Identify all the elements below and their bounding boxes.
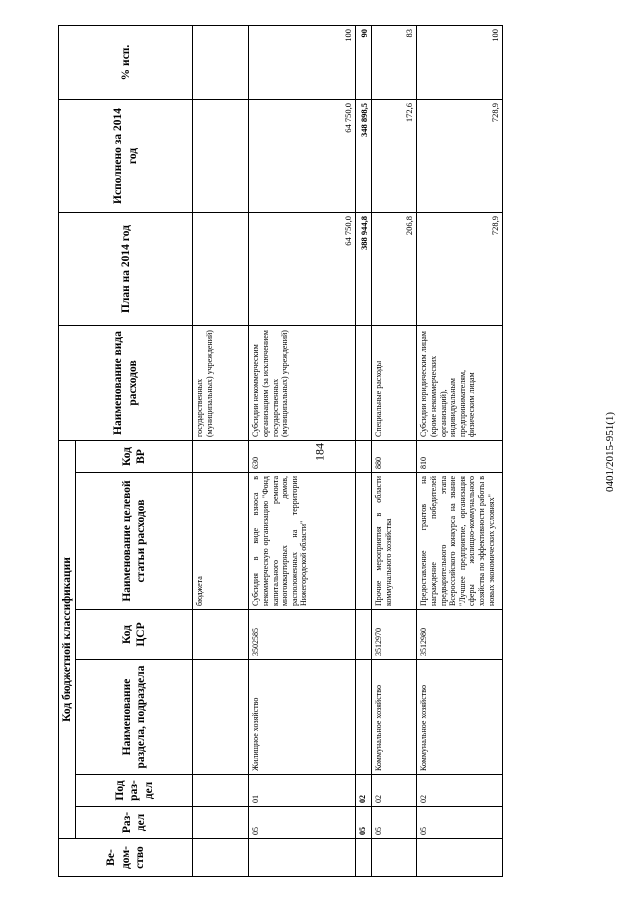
cell-target-article-name: Субсидия в виде взноса в некоммерческую организацию "Фонд капитального ремонта многоквартирных домов, расположенных на территории Нижегородской области" — [249, 473, 356, 610]
cell-section-name: Жилищное хозяйство — [249, 660, 356, 775]
table-row — [417, 26, 503, 877]
cell-executed: 64 750,0 — [249, 100, 356, 213]
cell-target-article-name: бюджета — [193, 473, 249, 610]
cell-plan — [193, 213, 249, 326]
cell-expense-type-name: Специальные расходы — [372, 326, 417, 441]
header-percent: % исп. — [59, 26, 193, 100]
cell-expense-type-name: государственных (муниципальных) учреждений) — [193, 326, 249, 441]
cell-vr-code — [193, 441, 249, 473]
table-row-subtotal — [356, 26, 372, 877]
table-row — [193, 26, 249, 877]
cell-podrazdel — [193, 775, 249, 807]
cell-vedomstvo — [372, 839, 417, 877]
cell-podrazdel: 02 — [417, 775, 503, 807]
cell-vedomstvo — [249, 839, 356, 877]
cell-razdel: 05 — [417, 807, 503, 839]
budget-table — [58, 25, 503, 877]
cell-percent: 100 — [249, 26, 356, 100]
cell-executed — [193, 100, 249, 213]
cell-executed: 348 898,5 — [356, 100, 372, 213]
cell-executed: 728,9 — [417, 100, 503, 213]
cell-percent: 100 — [417, 26, 503, 100]
header-expense-type-name: Наименование вида расходов — [59, 326, 193, 441]
table-row — [372, 26, 417, 877]
cell-percent: 90 — [356, 26, 372, 100]
header-target-article-name: Наименование целевой статьи расходов — [76, 473, 193, 610]
cell-vedomstvo — [417, 839, 503, 877]
cell-razdel — [193, 807, 249, 839]
cell-plan: 206,8 — [372, 213, 417, 326]
header-podrazdel: Под раз-дел — [76, 775, 193, 807]
cell-podrazdel: 02 — [372, 775, 417, 807]
cell-percent — [193, 26, 249, 100]
cell-vr-code: 630 — [249, 441, 356, 473]
cell-expense-type-name — [356, 326, 372, 441]
header-razdel: Раз-дел — [76, 807, 193, 839]
cell-executed: 172,6 — [372, 100, 417, 213]
cell-vedomstvo — [356, 839, 372, 877]
cell-plan: 64 750,0 — [249, 213, 356, 326]
header-section-name: Наименование раздела, подраздела — [76, 660, 193, 775]
header-vedomstvo: Ве-дом-ство — [59, 839, 193, 877]
budget-table-rotated — [58, 26, 501, 877]
cell-section-name — [356, 660, 372, 775]
cell-target-article-name: Предоставление грантов на награждение победителей предварительного этапа Всероссийского конкурса на звание "Лучшее предприятие, организация сферы жилищно-коммунального хозяйства по эффективности работы в новых экономических условиях" — [417, 473, 503, 610]
header-csr-code: Код ЦСР — [76, 610, 193, 660]
cell-razdel: 05 — [372, 807, 417, 839]
document-code: 0401/2015-951(1) — [604, 411, 616, 493]
page-number: 184 — [312, 443, 327, 461]
header-executed-2014: Исполнено за 2014 год — [59, 100, 193, 213]
cell-target-article-name: Прочие мероприятия в области коммунального хозяйства — [372, 473, 417, 610]
cell-vedomstvo — [193, 839, 249, 877]
cell-razdel: 05 — [356, 807, 372, 839]
cell-percent: 83 — [372, 26, 417, 100]
cell-expense-type-name: Субсидии юридическим лицам (кроме некоммерческих организаций), индивидуальным предпринимателям, физическим лицам — [417, 326, 503, 441]
cell-vr-code: 880 — [372, 441, 417, 473]
cell-vr-code — [356, 441, 372, 473]
cell-section-name — [193, 660, 249, 775]
cell-csr-code: 3512970 — [372, 610, 417, 660]
cell-csr-code: 3502585 — [249, 610, 356, 660]
table-row — [249, 26, 356, 877]
cell-section-name: Коммунальное хозяйство — [417, 660, 503, 775]
cell-razdel: 05 — [249, 807, 356, 839]
cell-csr-code: 3512980 — [417, 610, 503, 660]
cell-plan: 388 944,8 — [356, 213, 372, 326]
cell-expense-type-name: Субсидии некоммерческим организациям (за исключением государственных (муниципальных) учреждений) — [249, 326, 356, 441]
cell-podrazdel: 02 — [356, 775, 372, 807]
cell-csr-code — [193, 610, 249, 660]
header-plan-2014: План на 2014 год — [59, 213, 193, 326]
cell-vr-code: 810 — [417, 441, 503, 473]
cell-podrazdel: 01 — [249, 775, 356, 807]
cell-target-article-name — [356, 473, 372, 610]
header-budget-classification: Код бюджетной классификации — [59, 441, 76, 839]
header-vr-code: Код ВР — [76, 441, 193, 473]
cell-csr-code — [356, 610, 372, 660]
cell-plan: 728,9 — [417, 213, 503, 326]
cell-section-name: Коммунальное хозяйство — [372, 660, 417, 775]
